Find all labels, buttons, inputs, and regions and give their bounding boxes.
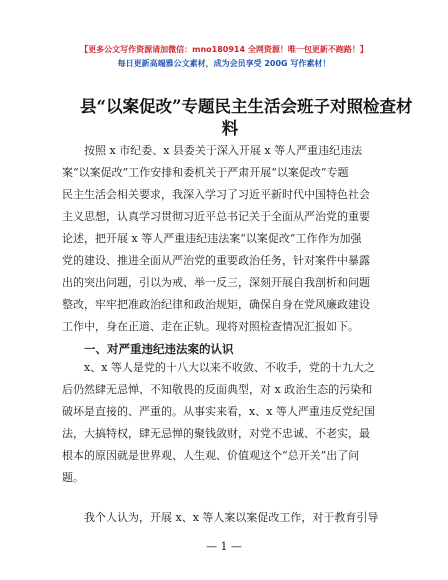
paragraph-line: 整改，牢牢把准政治纪律和政治规矩，确保自身在党风廉政建设 — [62, 298, 370, 311]
document-title — [80, 96, 413, 140]
paragraph-line: 案“以案促改”工作安排和委机关于严肃开展“以案促改”专题 — [62, 166, 349, 179]
promo-banner-line1: 【更多公文写作资源请加微信：mno180914 全网资源！唯一包更新不跑路！】 — [80, 45, 368, 54]
paragraph-line: 按照 x 市纪委、x 县委关于深入开展 x 等人严重违纪违法 — [84, 144, 363, 157]
section-paragraph — [62, 357, 392, 489]
paragraph-line: 法，大搞特权，肆无忌惮的聚钱敛财，对党不忠诚、不老实，最 — [62, 427, 370, 440]
paragraph-line: 论述，把开展 x 等人严重违纪违法案“以案促改”工作作为加强 — [62, 232, 362, 245]
promo-banner-line2: 每日更新高端雅公文素材，成为会员享受 200G 写作素材！ — [117, 59, 331, 68]
paragraph-line: 出的突出问题，引以为戒、举一反三，深刻开展自我剖析和问题 — [62, 276, 370, 289]
paragraph-line: 我个人认为，开展 x、x 等人案以案促改工作，对于教育引导 — [84, 511, 379, 524]
title-line-1: 县“以案促改”专题民主生活会班子对照检查材 — [80, 97, 413, 116]
section-heading: 一、对严重违纪违法案的认识 — [84, 342, 234, 356]
page-number: — 1 — — [206, 540, 242, 553]
paragraph-line: 根本的原因就是世界观、人生观、价值观这个“总开关”出了问 — [62, 449, 360, 462]
paragraph-line: 民主生活会相关要求，我深入学习了习近平新时代中国特色社会 — [62, 188, 370, 201]
paragraph-line: 主义思想，认真学习贯彻习近平总书记关于全面从严治党的重要 — [62, 210, 370, 223]
title-line-2: 料 — [221, 119, 239, 138]
paragraph-line: 党的建设、推进全面从严治党的重要政治任务，针对案件中暴露 — [62, 254, 370, 267]
section-paragraph — [62, 507, 392, 529]
paragraph-line: 破坏是直接的、严重的。从事实来看，x、x 等人严重违反党纪国 — [62, 405, 375, 418]
paragraph-line: 工作中，身在正道、走在正轨。现将对照检查情况汇报如下。 — [62, 320, 359, 333]
paragraph-line: x、x 等人是党的十八大以来不收敛、不收手，党的十九大之 — [84, 361, 375, 374]
intro-paragraph — [62, 140, 392, 338]
paragraph-line: 后仍然肆无忌惮、不知敬畏的反面典型，对 x 政治生态的污染和 — [62, 383, 373, 396]
paragraph-line: 题。 — [62, 471, 84, 484]
